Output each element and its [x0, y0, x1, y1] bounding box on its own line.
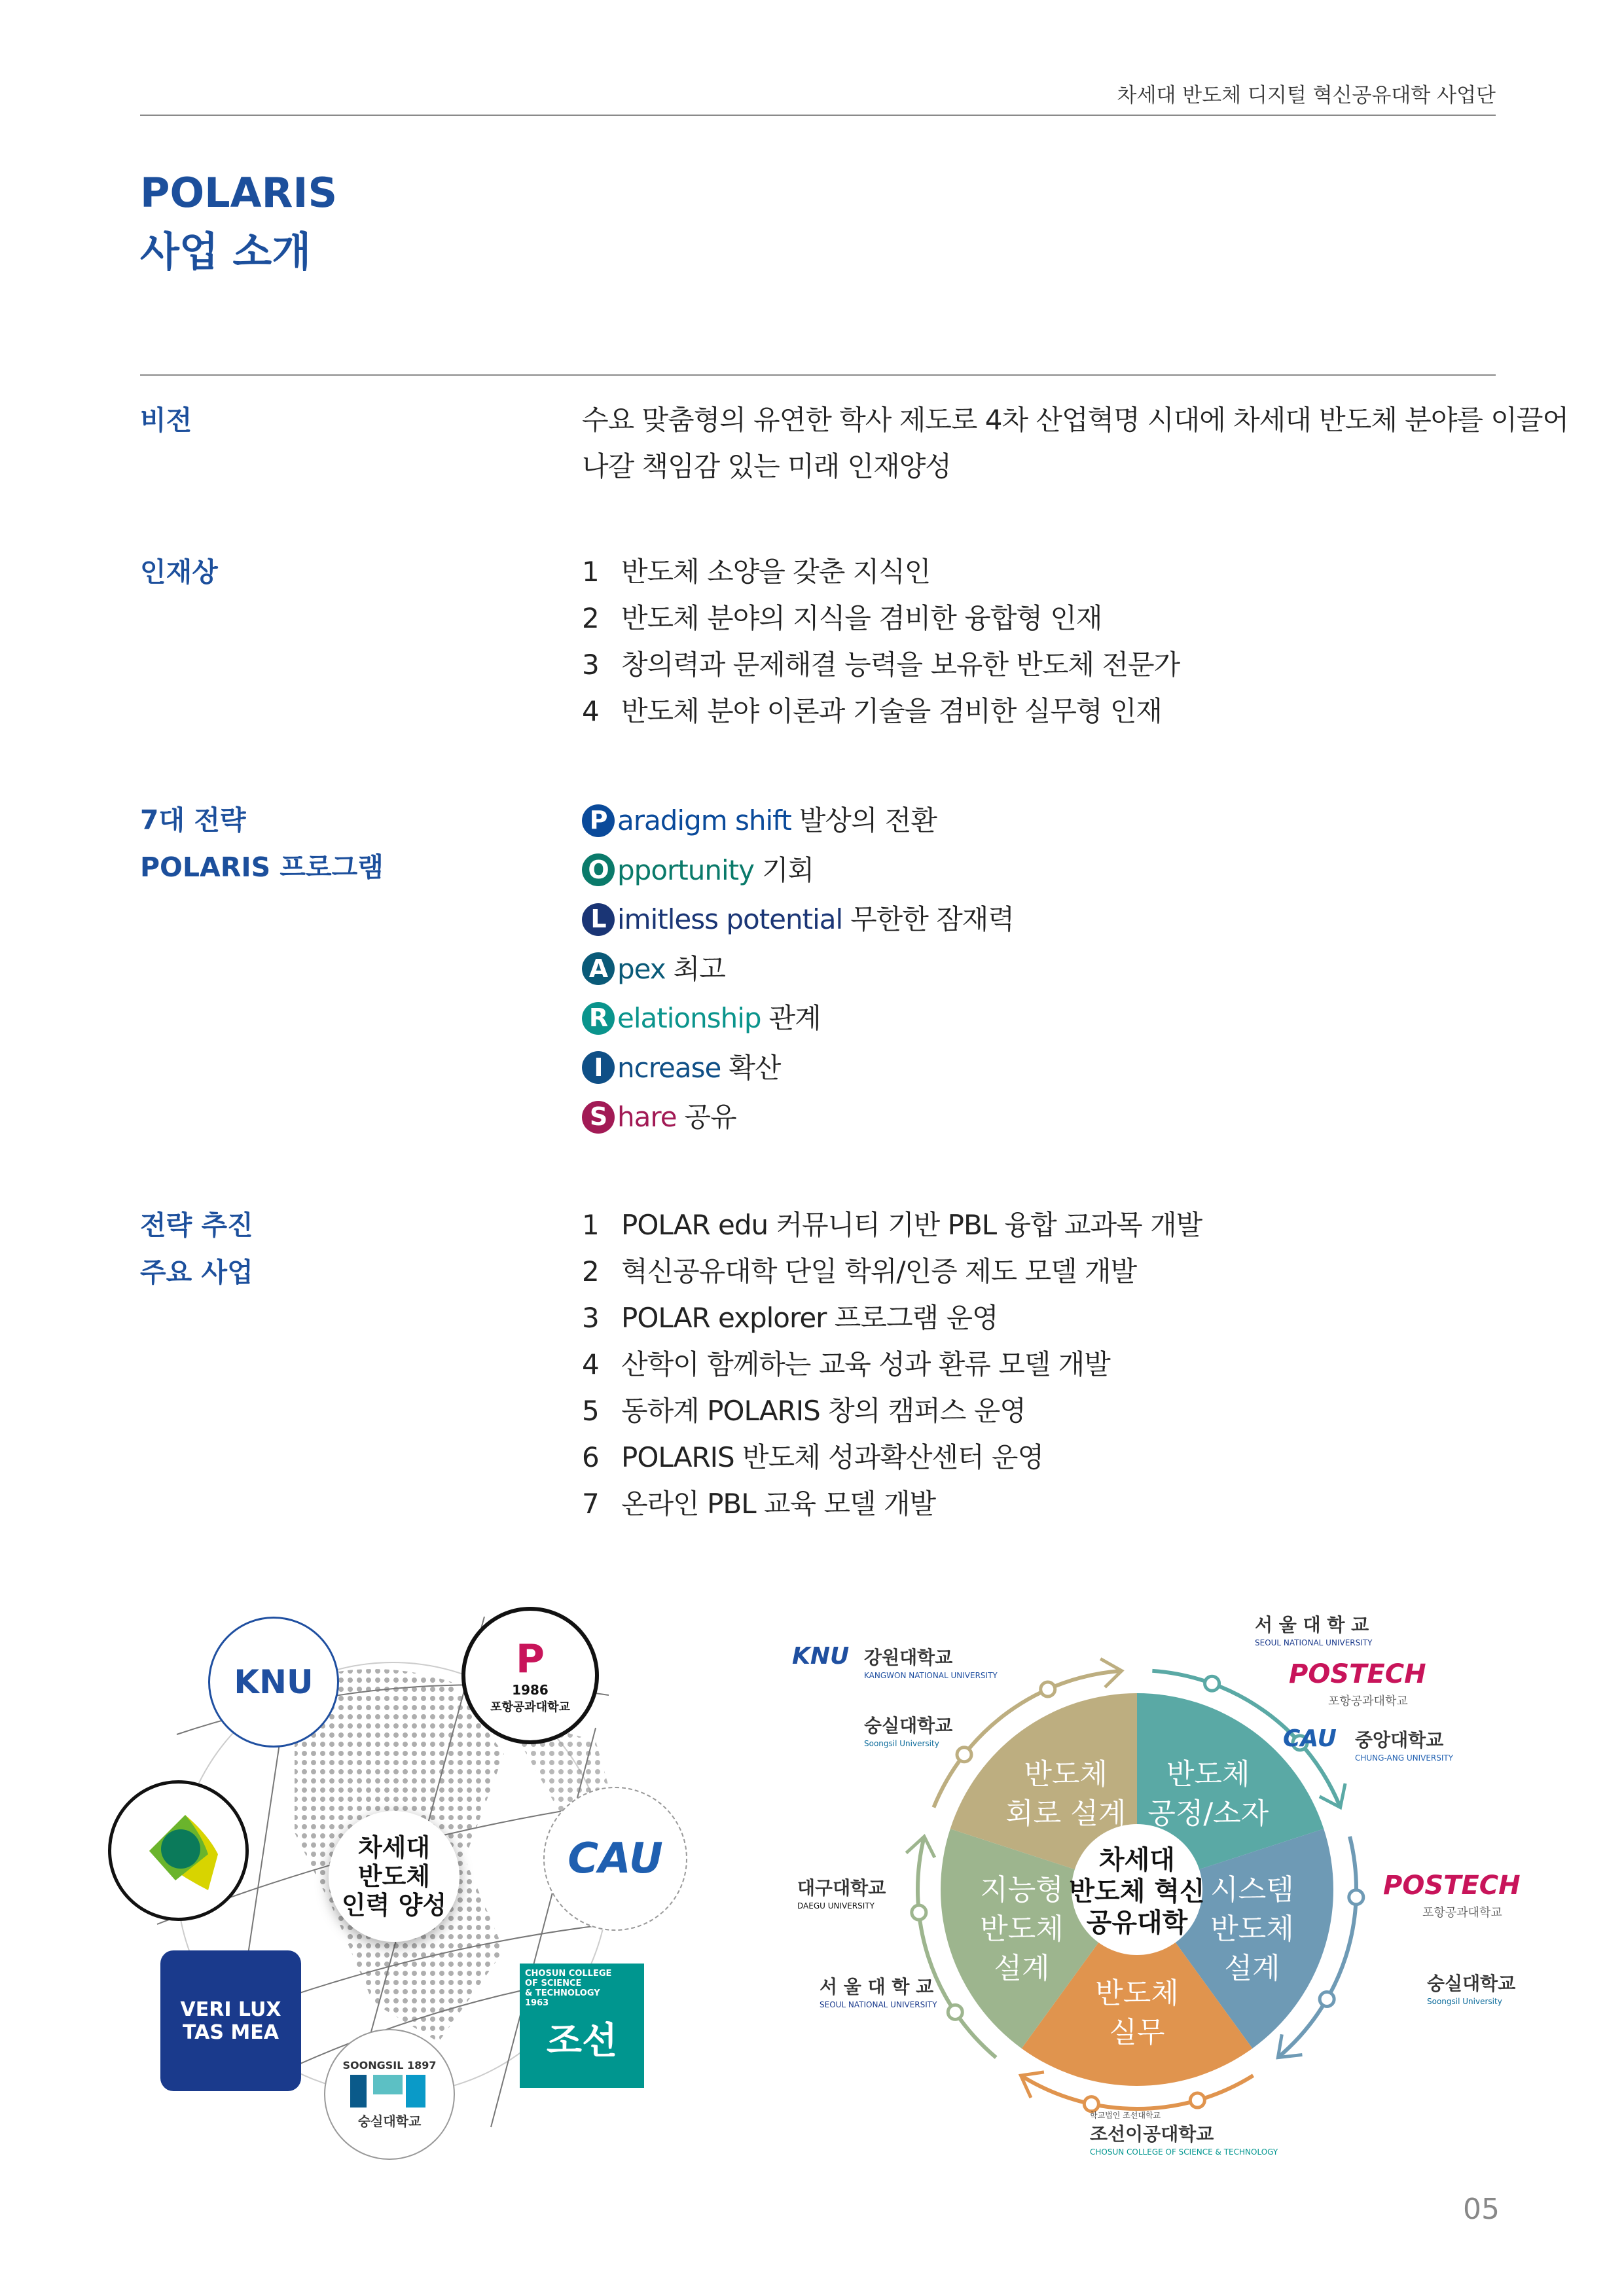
segment-label: 설계 [1224, 1952, 1280, 1986]
item-number: 1 [582, 1209, 599, 1241]
partner-mark: CAU [1283, 1725, 1337, 1752]
segment-label: 시스템 [1210, 1873, 1294, 1907]
item-number: 1 [582, 556, 599, 588]
vision-line: 수요 맞춤형의 유연한 학사 제도로 4차 산업혁명 시대에 차세대 반도체 분야를 이끌어 [582, 404, 1569, 436]
item-text: POLAR edu 커뮤니티 기반 PBL 융합 교과목 개발 [621, 1209, 1202, 1241]
project-item [582, 1480, 1202, 1527]
soongsil-kr: 숭실대학교 [357, 2113, 422, 2129]
chosun-line: OF SCIENCE [525, 1979, 582, 1988]
title-line1: POLARIS [140, 169, 338, 217]
cau-mark: CAU [568, 1835, 663, 1883]
item-text: 반도체 분야의 지식을 겸비한 융합형 인재 [621, 602, 1102, 634]
item-number: 2 [582, 1255, 599, 1287]
polaris-item [582, 1043, 1014, 1093]
partner-name-en: KANGWON NATIONAL UNIVERSITY [864, 1671, 998, 1680]
strategy-korean: 무한한 잠재력 [850, 903, 1014, 936]
partner-name-kr: 서 울 대 학 교 [1255, 1614, 1369, 1636]
title-line2: 사업 소개 [140, 228, 312, 276]
item-number: 4 [582, 1348, 599, 1380]
letter-badge: R [582, 1002, 615, 1035]
item-text: POLAR explorer 프로그램 운영 [621, 1302, 998, 1334]
chosun-logo [520, 1964, 644, 2088]
partner-logo-cluster [98, 1584, 687, 2186]
partner-name-kr: 숭실대학교 [1427, 1973, 1516, 1994]
item-text: 온라인 PBL 교육 모델 개발 [621, 1488, 936, 1520]
letter-badge: A [582, 952, 615, 985]
item-text: 창의력과 문제해결 능력을 보유한 반도체 전문가 [621, 649, 1180, 681]
ring-node [957, 1748, 971, 1762]
partner-name-en: POSTECH [1383, 1871, 1521, 1901]
chosun-line: & TECHNOLOGY [525, 1988, 600, 1998]
strategy-label-1: 7대 전략 [140, 804, 246, 836]
partner-name-kr: 대구대학교 [797, 1877, 886, 1899]
partner-name-kr: 조선이공대학교 [1090, 2123, 1214, 2145]
strategy-english: hare [617, 1101, 677, 1134]
knu-mark: KNU [234, 1663, 314, 1701]
knu-logo [208, 1617, 339, 1748]
vision-text [582, 397, 1568, 490]
partner-mark: KNU [792, 1643, 850, 1670]
segment-label: 지능형 [980, 1873, 1064, 1907]
projects-label [140, 1202, 253, 1296]
postech-year: 1986 [512, 1682, 549, 1698]
daegu-logo [108, 1780, 249, 1921]
projects-label-1: 전략 추진 [140, 1210, 253, 1241]
segment-label: 반도체 [1024, 1757, 1108, 1791]
partner-small: 학교법인 조선대학교 [1090, 2111, 1161, 2120]
vision-line: 나갈 책임감 있는 미래 인재양성 [582, 450, 951, 482]
polaris-item [582, 846, 1014, 895]
soongsil-logo [324, 2029, 455, 2160]
cau-logo [543, 1787, 687, 1931]
partner-name-en: SEOUL NATIONAL UNIVERSITY [1255, 1638, 1373, 1647]
strategy-english: pex [617, 952, 666, 985]
ring-node [1349, 1890, 1363, 1905]
ring-node [1320, 1992, 1334, 2007]
strategy-korean: 발상의 전환 [799, 804, 937, 837]
letter-badge: I [582, 1051, 615, 1084]
strategy-english: imitless potential [617, 903, 843, 936]
ring-node [912, 1905, 926, 1920]
center-line: 인력 양성 [341, 1891, 447, 1920]
segment-label: 반도체 [1210, 1912, 1294, 1946]
partner-name-en: Soongsil University [864, 1739, 939, 1748]
strategy-label-2: POLARIS 프로그램 [140, 852, 384, 883]
item-number: 5 [582, 1395, 599, 1427]
item-text: 산학이 함께하는 교육 성과 환류 모델 개발 [621, 1348, 1110, 1380]
project-item [582, 1202, 1202, 1248]
segment-label: 회로 설계 [1005, 1797, 1127, 1831]
segment-label: 공정/소자 [1147, 1797, 1269, 1831]
letter-badge: O [582, 853, 615, 886]
polaris-item [582, 944, 1014, 994]
postech-mark: P [516, 1636, 545, 1682]
segment-label: 실무 [1109, 2016, 1165, 2049]
polaris-item [582, 796, 1014, 846]
ring-node [1084, 2097, 1098, 2111]
center-line: 반도체 [357, 1862, 431, 1891]
polaris-item [582, 994, 1014, 1043]
header-org: 차세대 반도체 디지털 혁신공유대학 사업단 [1117, 84, 1496, 107]
partner-name-kr: 중앙대학교 [1355, 1729, 1444, 1751]
soongsil-mark-icon [350, 2072, 429, 2111]
partner-name-kr: 강원대학교 [864, 1647, 953, 1668]
partner-name-kr: 서 울 대 학 교 [820, 1976, 934, 1998]
ring-node [1041, 1682, 1055, 1696]
letter-badge: L [582, 903, 615, 936]
snu-logo [160, 1950, 301, 2091]
vision-label: 비전 [140, 404, 192, 436]
item-number: 7 [582, 1488, 599, 1520]
project-item [582, 1248, 1202, 1295]
project-list [582, 1202, 1202, 1527]
letter-badge: P [582, 804, 615, 837]
item-number: 3 [582, 1302, 599, 1334]
ring-node [1190, 2093, 1204, 2108]
talent-label: 인재상 [140, 556, 218, 588]
segment-label: 반도체 [1095, 1977, 1179, 2010]
partner-name-en: CHOSUN COLLEGE OF SCIENCE & TECHNOLOGY [1090, 2147, 1278, 2157]
strategy-korean: 최고 [673, 952, 725, 985]
project-item [582, 1388, 1202, 1434]
talent-item [582, 548, 1180, 595]
partner-name-en: POSTECH [1289, 1659, 1426, 1689]
soongsil-ring: SOONGSIL 1897 [342, 2059, 437, 2072]
center-line: 차세대 [357, 1833, 431, 1862]
partner-name-en: Soongsil University [1427, 1997, 1502, 2006]
segment-label: 설계 [994, 1952, 1050, 1986]
item-text: POLARIS 반도체 성과확산센터 운영 [621, 1441, 1044, 1473]
strategy-english: elationship [617, 1002, 761, 1035]
talent-item [582, 688, 1180, 734]
shared-university-wheel [720, 1571, 1571, 2193]
daegu-emblem-icon [136, 1808, 221, 1893]
strategy-english: ncrease [617, 1051, 721, 1084]
talent-item [582, 641, 1180, 688]
wheel-center-label: 공유대학 [1086, 1908, 1188, 1938]
polaris-item [582, 1092, 1014, 1142]
polaris-item [582, 895, 1014, 944]
page-title [140, 164, 337, 281]
letter-badge: S [582, 1101, 615, 1134]
partner-name-kr: 포항공과대학교 [1422, 1906, 1502, 1920]
chosun-line: 1963 [525, 1998, 549, 2008]
projects-label-2: 주요 사업 [140, 1257, 253, 1288]
strategy-korean: 관계 [768, 1002, 821, 1035]
item-text: 혁신공유대학 단일 학위/인증 제도 모델 개발 [621, 1255, 1137, 1287]
strategy-korean: 기회 [761, 853, 814, 886]
section-divider [140, 374, 1496, 376]
page-number: 05 [1463, 2193, 1500, 2226]
postech-kr: 포항공과대학교 [490, 1700, 570, 1714]
item-text: 반도체 분야 이론과 기술을 겸비한 실무형 인재 [621, 695, 1162, 727]
project-item [582, 1341, 1202, 1388]
strategy-english: aradigm shift [617, 804, 791, 837]
chosun-line: CHOSUN COLLEGE [525, 1969, 612, 1979]
postech-logo [461, 1607, 599, 1744]
ring-node [1205, 1676, 1219, 1691]
talent-item [582, 595, 1180, 641]
project-item [582, 1295, 1202, 1341]
snu-mark: VERI LUX TAS MEA [180, 1998, 281, 2044]
item-text: 동하계 POLARIS 창의 캠퍼스 운영 [621, 1395, 1026, 1427]
item-number: 6 [582, 1441, 599, 1473]
item-number: 3 [582, 649, 599, 681]
segment-label: 반도체 [980, 1912, 1064, 1946]
wheel-center-label: 반도체 혁신 [1069, 1876, 1205, 1907]
strategy-korean: 확산 [729, 1051, 781, 1084]
polaris-list [582, 796, 1014, 1142]
chosun-mark: 조선 [546, 2020, 618, 2062]
partner-name-en: DAEGU UNIVERSITY [797, 1901, 875, 1910]
wheel-center-label: 차세대 [1099, 1845, 1175, 1875]
partner-name-kr: 포항공과대학교 [1328, 1695, 1408, 1708]
header-divider [140, 115, 1496, 116]
segment-label: 반도체 [1166, 1757, 1250, 1791]
item-text: 반도체 소양을 갖춘 지식인 [621, 556, 931, 588]
strategy-english: pportunity [617, 853, 754, 886]
strategy-label [140, 797, 384, 891]
partner-name-en: SEOUL NATIONAL UNIVERSITY [820, 2000, 937, 2009]
project-item [582, 1434, 1202, 1480]
center-title-circle [329, 1811, 460, 1942]
strategy-korean: 공유 [684, 1101, 736, 1134]
ring-node [948, 2005, 962, 2019]
partner-name-kr: 숭실대학교 [864, 1715, 953, 1736]
talent-list [582, 548, 1180, 734]
item-number: 4 [582, 695, 599, 727]
partner-name-en: CHUNG-ANG UNIVERSITY [1355, 1753, 1454, 1763]
item-number: 2 [582, 602, 599, 634]
